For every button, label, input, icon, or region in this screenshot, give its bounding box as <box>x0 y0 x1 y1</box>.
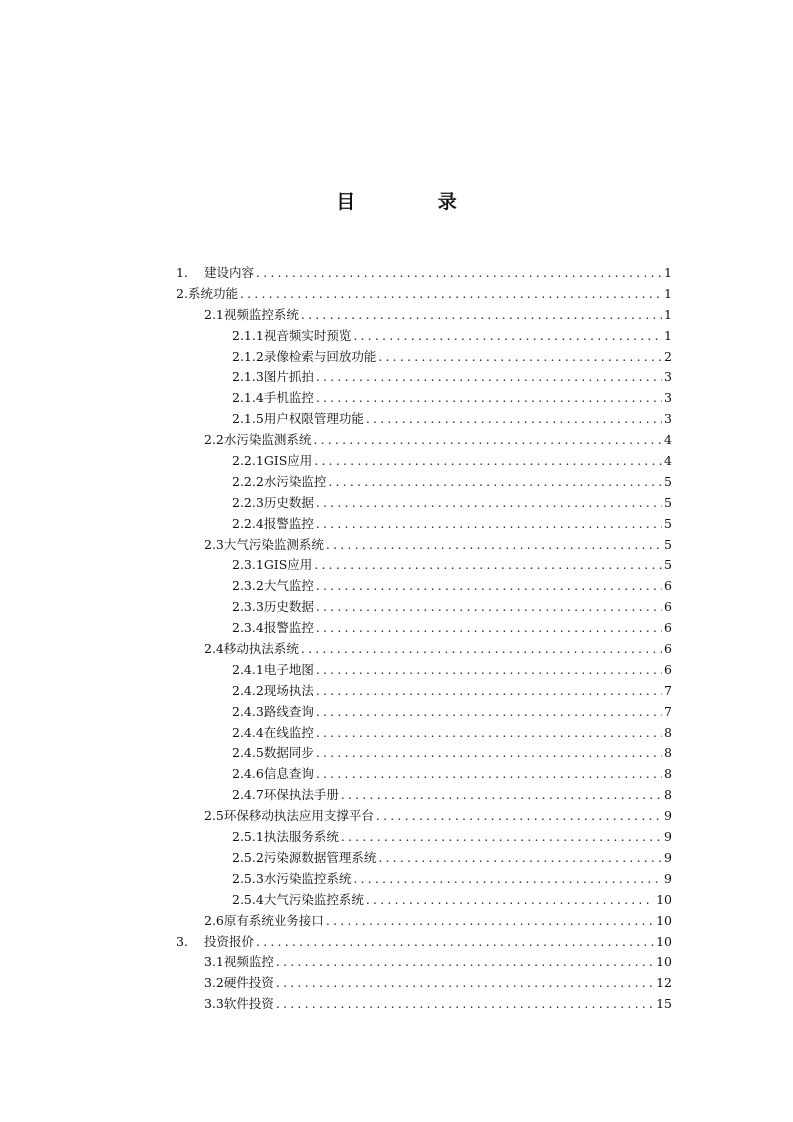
toc-entry-number: 2.3.1 <box>232 557 264 573</box>
toc-entry-page: 7 <box>664 682 672 698</box>
toc-entry-page: 9 <box>664 870 672 886</box>
toc-entry[interactable] <box>176 994 672 1015</box>
toc-entry-label: 电子地图 <box>263 661 314 677</box>
toc-entry-page: 10 <box>656 891 672 907</box>
toc-entry-page: 8 <box>664 766 672 782</box>
dot-leader <box>276 994 654 1015</box>
dot-leader <box>328 472 662 493</box>
toc-entry-page: 8 <box>664 724 672 740</box>
toc-entry-number: 2.5 <box>204 808 224 824</box>
toc-entry-page: 5 <box>664 515 672 531</box>
toc-entry-number: 2.4.2 <box>232 682 264 698</box>
toc-entry-label: 大气监控 <box>263 578 314 594</box>
toc-entry-number: 2.3 <box>204 536 224 552</box>
toc-entry-label: 历史数据 <box>263 599 314 615</box>
toc-entry[interactable] <box>176 869 672 890</box>
toc-entry[interactable] <box>176 764 672 785</box>
toc-entry-page: 3 <box>664 369 672 385</box>
toc-entry-label: GIS应用 <box>263 557 313 573</box>
page-title: 目 录 <box>336 191 495 213</box>
toc-entry[interactable] <box>176 890 672 911</box>
toc-entry[interactable] <box>176 451 672 472</box>
toc-entry-page: 6 <box>664 620 672 636</box>
toc-entry-number: 2.1.4 <box>232 390 264 406</box>
toc-entry-label: 水污染监测系统 <box>223 432 312 448</box>
toc-entry[interactable] <box>176 911 672 932</box>
toc-entry-page: 6 <box>664 641 672 657</box>
dot-leader <box>316 723 662 744</box>
toc-entry[interactable] <box>176 639 672 660</box>
dot-leader <box>341 785 662 806</box>
toc-entry[interactable] <box>176 326 672 347</box>
table-of-contents <box>176 263 672 1015</box>
toc-entry[interactable] <box>176 618 672 639</box>
toc-entry-label: 手机监控 <box>263 390 314 406</box>
toc-entry-page: 9 <box>664 808 672 824</box>
toc-entry[interactable] <box>176 597 672 618</box>
toc-entry[interactable] <box>176 681 672 702</box>
dot-leader <box>313 430 662 451</box>
dot-leader <box>316 493 662 514</box>
toc-entry-page: 3 <box>664 411 672 427</box>
toc-entry-page: 8 <box>664 745 672 761</box>
toc-entry[interactable] <box>176 263 672 284</box>
toc-entry-number: 2.1.1 <box>232 327 264 343</box>
toc-entry-page: 1 <box>664 327 672 343</box>
dot-leader <box>301 639 662 660</box>
dot-leader <box>316 576 662 597</box>
toc-entry-number: 2.2.1 <box>232 453 264 469</box>
toc-entry-label: 大气污染监控系统 <box>263 891 364 907</box>
toc-entry-number: 2.4.5 <box>232 745 264 761</box>
dot-leader <box>256 932 654 953</box>
toc-entry-number: 2.4.6 <box>232 766 264 782</box>
toc-entry[interactable] <box>176 305 672 326</box>
toc-entry-number: 2.1.3 <box>232 369 264 385</box>
toc-entry-number: 2.4.7 <box>232 787 264 803</box>
toc-entry[interactable] <box>176 743 672 764</box>
toc-entry-label: 历史数据 <box>263 494 314 510</box>
dot-leader <box>240 284 662 305</box>
toc-entry-number: 2.3.4 <box>232 620 264 636</box>
toc-entry-page: 6 <box>664 599 672 615</box>
toc-entry-page: 8 <box>664 787 672 803</box>
toc-entry-label: 建设内容 <box>204 265 255 280</box>
dot-leader <box>276 952 654 973</box>
toc-entry-page: 5 <box>664 494 672 510</box>
toc-entry[interactable] <box>176 702 672 723</box>
toc-entry[interactable] <box>176 347 672 368</box>
toc-entry[interactable] <box>176 576 672 597</box>
toc-entry[interactable] <box>176 555 672 576</box>
toc-entry-page: 12 <box>656 975 672 991</box>
toc-entry-page: 6 <box>664 578 672 594</box>
dot-leader <box>378 848 662 869</box>
toc-entry-page: 10 <box>656 933 672 949</box>
toc-entry-label: 录像检索与回放功能 <box>263 348 377 364</box>
toc-entry-label: GIS应用 <box>263 453 313 469</box>
toc-entry[interactable] <box>176 973 672 994</box>
dot-leader <box>301 305 662 326</box>
toc-entry-page: 1 <box>664 265 672 280</box>
toc-entry-number: 2.1 <box>204 306 224 322</box>
toc-entry-label: 执法服务系统 <box>263 829 339 845</box>
toc-entry-number: 2.4.3 <box>232 703 264 719</box>
toc-entry[interactable] <box>176 514 672 535</box>
toc-entry[interactable] <box>176 848 672 869</box>
toc-entry-number: 2.4.1 <box>232 661 264 677</box>
toc-entry-label: 视频监控系统 <box>223 306 299 322</box>
toc-entry-page: 4 <box>664 453 672 469</box>
toc-entry-number: 2.3.2 <box>232 578 264 594</box>
dot-leader <box>378 347 662 368</box>
toc-entry-page: 1 <box>664 285 672 301</box>
toc-entry-page: 2 <box>664 348 672 364</box>
toc-entry[interactable] <box>176 827 672 848</box>
toc-entry-page: 5 <box>664 473 672 489</box>
toc-entry-page: 10 <box>656 954 672 970</box>
toc-entry[interactable] <box>176 535 672 556</box>
toc-entry[interactable] <box>176 388 672 409</box>
dot-leader <box>376 806 662 827</box>
toc-entry-number: 3.3 <box>204 996 224 1012</box>
dot-leader <box>316 618 662 639</box>
toc-entry-label: 投资报价 <box>204 933 255 949</box>
toc-entry-page: 9 <box>664 849 672 865</box>
dot-leader <box>314 555 662 576</box>
toc-entry[interactable] <box>176 785 672 806</box>
toc-entry-number: 3.2 <box>204 975 224 991</box>
toc-entry-page: 5 <box>664 536 672 552</box>
toc-entry-label: 图片抓拍 <box>263 369 314 385</box>
dot-leader <box>256 263 662 284</box>
toc-entry-label: 路线查询 <box>263 703 314 719</box>
toc-entry-label: 环保执法手册 <box>263 787 339 803</box>
toc-entry-number: 3.1 <box>204 954 224 970</box>
toc-entry-label: 现场执法 <box>263 682 314 698</box>
dot-leader <box>366 890 654 911</box>
toc-entry-number: 2.4.4 <box>232 724 264 740</box>
toc-entry-label: 环保移动执法应用支撑平台 <box>223 808 374 824</box>
dot-leader <box>353 869 662 890</box>
toc-entry[interactable] <box>176 723 672 744</box>
toc-entry[interactable] <box>176 660 672 681</box>
dot-leader <box>316 597 662 618</box>
toc-entry-page: 10 <box>656 912 672 928</box>
toc-entry-page: 5 <box>664 557 672 573</box>
toc-entry-number: 2.3.3 <box>232 599 264 615</box>
toc-entry-number: 1. <box>176 265 188 280</box>
dot-leader <box>316 681 662 702</box>
dot-leader <box>326 911 654 932</box>
toc-entry-label: 原有系统业务接口 <box>223 912 324 928</box>
toc-entry-number: 2.1.5 <box>232 411 264 427</box>
toc-entry-label: 报警监控 <box>263 620 314 636</box>
toc-entry-page: 15 <box>656 996 672 1012</box>
toc-entry[interactable] <box>176 806 672 827</box>
toc-entry-number: 2.2 <box>204 432 224 448</box>
dot-leader <box>326 535 662 556</box>
dot-leader <box>316 660 662 681</box>
toc-entry-label: 移动执法系统 <box>223 641 299 657</box>
toc-entry[interactable] <box>176 284 672 305</box>
toc-entry-page: 9 <box>664 829 672 845</box>
toc-entry-label: 水污染监控系统 <box>263 870 352 886</box>
toc-entry-number: 2.5.1 <box>232 829 264 845</box>
toc-entry-page: 7 <box>664 703 672 719</box>
toc-entry[interactable] <box>176 952 672 973</box>
toc-entry-page: 3 <box>664 390 672 406</box>
toc-entry[interactable] <box>176 409 672 430</box>
dot-leader <box>316 388 662 409</box>
dot-leader <box>316 702 662 723</box>
toc-entry-number: 2.2.4 <box>232 515 264 531</box>
toc-entry[interactable] <box>176 430 672 451</box>
toc-entry-number: 3. <box>176 933 188 949</box>
dot-leader <box>314 451 662 472</box>
dot-leader <box>316 514 662 535</box>
toc-entry-page: 1 <box>664 306 672 322</box>
toc-entry-label: 报警监控 <box>263 515 314 531</box>
toc-entry-label: 污染源数据管理系统 <box>263 849 377 865</box>
toc-entry-number: 2.2.3 <box>232 494 264 510</box>
dot-leader <box>341 827 662 848</box>
dot-leader <box>353 326 662 347</box>
dot-leader <box>276 973 654 994</box>
toc-entry-page: 4 <box>664 432 672 448</box>
toc-entry-number: 2.5.4 <box>232 891 264 907</box>
toc-entry-number: 2.2.2 <box>232 473 264 489</box>
toc-entry-number: 2.5.2 <box>232 849 264 865</box>
toc-entry-number: 2.4 <box>204 641 224 657</box>
toc-entry[interactable] <box>176 932 672 953</box>
toc-entry-number: 2.6 <box>204 912 224 928</box>
toc-entry-label: 大气污染监测系统 <box>223 536 324 552</box>
dot-leader <box>316 743 662 764</box>
toc-entry-label: 在线监控 <box>263 724 314 740</box>
dot-leader <box>316 764 662 785</box>
toc-entry-number: 2.1.2 <box>232 348 264 364</box>
toc-entry[interactable] <box>176 493 672 514</box>
toc-entry-number: 2.5.3 <box>232 870 264 886</box>
toc-entry-label: 视频监控 <box>223 954 274 970</box>
toc-entry-number: 2. <box>176 285 188 301</box>
toc-entry-label: 用户权限管理功能 <box>263 411 364 427</box>
toc-entry-label: 系统功能 <box>187 285 238 301</box>
dot-leader <box>316 367 662 388</box>
toc-entry[interactable] <box>176 367 672 388</box>
dot-leader <box>366 409 662 430</box>
toc-entry-label: 信息查询 <box>263 766 314 782</box>
toc-entry-label: 视音频实时预览 <box>263 327 352 343</box>
toc-entry-label: 数据同步 <box>263 745 314 761</box>
toc-entry-label: 水污染监控 <box>263 473 327 489</box>
toc-entry[interactable] <box>176 472 672 493</box>
toc-entry-label: 软件投资 <box>223 996 274 1012</box>
toc-entry-label: 硬件投资 <box>223 975 274 991</box>
toc-entry-page: 6 <box>664 661 672 677</box>
